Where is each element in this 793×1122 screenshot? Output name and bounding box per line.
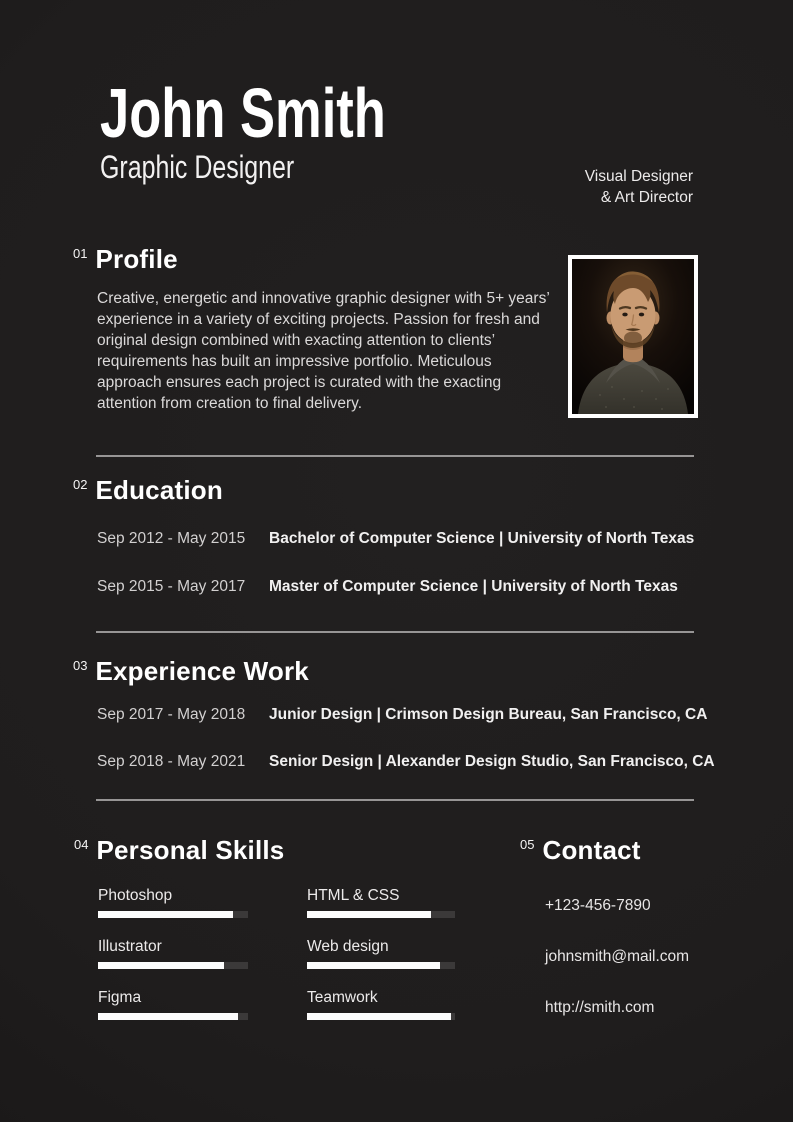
section-header-profile xyxy=(73,246,178,272)
section-header-experience xyxy=(73,658,309,684)
section-number: 05 xyxy=(520,837,535,852)
skill-label: Illustrator xyxy=(98,938,162,955)
skill-item xyxy=(98,937,248,969)
section-divider xyxy=(96,455,694,457)
skill-item xyxy=(307,988,455,1020)
skill-progress-fill xyxy=(307,1013,451,1020)
tagline-line-2: & Art Director xyxy=(600,188,693,206)
skill-progress-track xyxy=(98,1013,248,1020)
skill-item xyxy=(307,937,455,969)
skill-label: Teamwork xyxy=(307,989,378,1006)
phone-number: +123-456-7890 xyxy=(545,897,651,914)
job-title xyxy=(100,151,349,183)
section-number: 02 xyxy=(73,477,88,492)
education-row xyxy=(97,578,694,596)
tagline-line-1: Visual Designer xyxy=(584,168,693,185)
contact-list xyxy=(545,897,689,1050)
skill-progress-track xyxy=(307,911,455,918)
education-description: Master of Computer Science | University of North Texas xyxy=(269,578,678,595)
section-number: 04 xyxy=(74,837,89,852)
experience-description: Senior Design | Alexander Design Studio, San Francisco, CA xyxy=(269,753,715,770)
section-header-education xyxy=(73,477,223,503)
job-title-text: Graphic Designer xyxy=(100,149,295,185)
name-text: John Smith xyxy=(100,74,386,152)
skill-progress-track xyxy=(98,911,248,918)
section-number: 01 xyxy=(73,246,88,261)
education-dates: Sep 2012 - May 2015 xyxy=(97,530,246,547)
profile-summary: Creative, energetic and innovative graphic designer with 5+ years’ experience in a variety of exciting projects. Passion for fresh and original design combined with exacting attention to clients’ requirements has built an impressive portfolio. Meticulous approach ensures each project is curated with the exacting attention from creation to final delivery. xyxy=(97,290,550,412)
skill-label: HTML & CSS xyxy=(307,887,400,904)
skill-label: Photoshop xyxy=(98,887,173,904)
skill-label: Web design xyxy=(307,938,389,955)
experience-row xyxy=(97,753,715,771)
skill-label: Figma xyxy=(98,989,142,1006)
education-description: Bachelor of Computer Science | University of North Texas xyxy=(269,530,695,547)
tagline xyxy=(585,167,693,208)
section-divider xyxy=(96,631,694,633)
education-row xyxy=(97,530,694,548)
section-header-skills xyxy=(74,837,284,863)
skill-progress-fill xyxy=(98,962,224,969)
skill-progress-fill xyxy=(307,962,440,969)
skills-column-right xyxy=(307,886,455,1039)
skill-item xyxy=(98,886,248,918)
section-header-contact xyxy=(520,837,641,863)
experience-description: Junior Design | Crimson Design Bureau, San Francisco, CA xyxy=(269,706,708,723)
skill-item xyxy=(307,886,455,918)
section-title-experience: Experience Work xyxy=(95,656,309,686)
experience-list xyxy=(97,706,715,771)
skill-progress-track xyxy=(307,962,455,969)
education-dates: Sep 2015 - May 2017 xyxy=(97,578,246,595)
section-title-contact: Contact xyxy=(542,835,641,865)
portrait-photo-illustration xyxy=(572,259,694,414)
experience-dates: Sep 2017 - May 2018 xyxy=(97,706,246,723)
website-url: http://smith.com xyxy=(545,999,655,1016)
section-title-profile: Profile xyxy=(95,244,178,274)
education-list xyxy=(97,530,694,596)
skill-item xyxy=(98,988,248,1020)
section-title-skills: Personal Skills xyxy=(96,835,285,865)
email-address: johnsmith@mail.com xyxy=(545,948,690,965)
section-number: 03 xyxy=(73,658,88,673)
skill-progress-track xyxy=(307,1013,455,1020)
experience-row xyxy=(97,706,715,724)
page-title xyxy=(100,74,481,152)
skill-progress-fill xyxy=(307,911,431,918)
skill-progress-fill xyxy=(98,1013,238,1020)
experience-dates: Sep 2018 - May 2021 xyxy=(97,753,246,770)
section-title-education: Education xyxy=(95,475,223,505)
skill-progress-fill xyxy=(98,911,233,918)
portrait-photo xyxy=(568,255,698,418)
section-divider xyxy=(96,799,694,801)
skill-progress-track xyxy=(98,962,248,969)
skills-column-left xyxy=(98,886,248,1039)
